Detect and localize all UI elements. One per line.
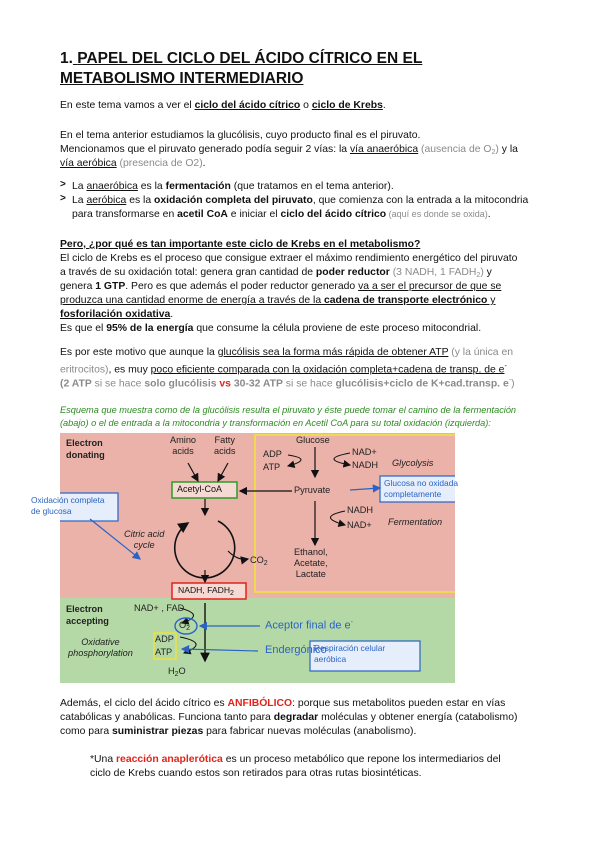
note-line-1: *Una reacción anaplerótica es un proceso metabólico que repone los intermediarios del: [90, 754, 501, 765]
para4-line-3: como para suministrar piezas para fabricar nuevas moléculas (anabolismo).: [60, 726, 417, 737]
note-complete-oxidation: Oxidación completa de glucosa: [31, 495, 105, 516]
bullet-marker-1: >: [60, 179, 66, 190]
bullet-1: La anaeróbica es la fermentación (que tratamos en el tema anterior).: [72, 181, 394, 192]
keyword-krebs-cycle: ciclo de Krebs: [311, 100, 383, 111]
note-glucose-not-oxidized: Glucosa no oxidada completamente: [384, 478, 459, 499]
label-atp-2: ATP: [155, 647, 173, 657]
label-nadh-2: NADH: [347, 505, 374, 515]
label-amino-acids: Amino acids: [170, 435, 197, 456]
figure-caption-line-1: Esquema que muestra como de la glucólisis resulta el piruvato y éste puede tomar el camino de la fermentación: [60, 405, 517, 415]
keyword-citric-acid-cycle: ciclo del ácido cítrico: [194, 100, 301, 111]
anaerobic-route: vía anaeróbica: [349, 144, 419, 155]
label-oxidative-phosphorylation: Oxidative phosphorylation: [68, 637, 133, 658]
bullet-2-line-1: La aeróbica es la oxidación completa del piruvato, que comienza con la entrada a la mitocondria: [72, 195, 529, 206]
label-fatty-acids: Fatty acids: [214, 435, 236, 456]
para3-line-2: eritrocitos), es muy poco eficiente comparada con la oxidación completa+cadena de transp. de e-: [60, 363, 507, 376]
para3-line-1: Es por este motivo que aunque la glucólisis sea la forma más rápida de obtener ATP (y la única en: [60, 347, 514, 358]
question-line-5: fosforilación oxidativa.: [60, 309, 174, 320]
para1-line-2: Mencionamos que el piruvato generado podía seguir 2 vías: la vía anaeróbica (ausencia de $O_2$) y la: [60, 144, 518, 156]
label-glycolysis: Glycolysis: [392, 458, 434, 468]
label-electron-accepting: Electron accepting: [66, 604, 109, 626]
para3-line-3: (2 ATP si se hace solo glucólisis vs 30-32 ATP si se hace glucólisis+ciclo de K+cad.transp. e-): [60, 377, 515, 390]
label-atp: ATP: [263, 462, 281, 472]
keyword-amphibolic: ANFIBÓLICO: [227, 698, 293, 709]
label-pyruvate: Pyruvate: [294, 485, 331, 495]
question-line-3: genera 1 GTP. Pero es que además el poder reductor generado va a ser el precursor de que se: [60, 281, 502, 292]
label-nad-fad: NAD+ , FAD: [134, 603, 185, 613]
note-endergonic: Endergónico: [265, 644, 327, 656]
label-nad-plus-2: NAD+: [347, 520, 372, 530]
label-h2o: $H_2O$: [168, 666, 186, 678]
aerobic-route: vía aeróbica: [60, 158, 117, 169]
label-nadh-fadh2: NADH, $FADH_2$: [178, 585, 234, 597]
label-nadh: NADH: [352, 460, 379, 470]
section-number: 1.: [60, 50, 73, 67]
label-adp: ADP: [263, 449, 282, 459]
section-title-text-1: PAPEL DEL CICLO DEL ÁCIDO CÍTRICO EN EL: [77, 50, 423, 67]
label-citric-acid-cycle: Citric acid cycle: [124, 529, 165, 550]
label-acetyl-coa: Acetyl-CoA: [177, 484, 223, 494]
keyword-anaplerotic: reacción anaplerótica: [116, 754, 223, 765]
label-adp-2: ADP: [155, 634, 174, 644]
metabolism-diagram: [31, 433, 459, 683]
figure-caption-line-2: (abajo) o el de entrada a la mitocondria y transformación en Acetil CoA para su total oxidación (izquierda):: [60, 418, 491, 428]
bullet-marker-2: >: [60, 193, 66, 204]
section-title-line-2: METABOLISMO INTERMEDIARIO: [60, 70, 304, 87]
question-line-6: Es que el 95% de la energía que consume la célula proviene de este proceso mitocondrial.: [60, 323, 482, 334]
label-nad-plus: NAD+: [352, 447, 377, 457]
question-heading: Pero, ¿por qué es tan importante este ciclo de Krebs en el metabolismo?: [60, 239, 421, 250]
label-co2: $CO_2$: [250, 555, 268, 567]
note-line-2: ciclo de Krebs cuando estos son retirados para otras rutas biosintéticas.: [90, 768, 422, 779]
note-final-electron-acceptor: Aceptor final de e-: [265, 619, 353, 632]
label-fermentation: Fermentation: [388, 517, 443, 527]
intro-paragraph: En este tema vamos a ver el ciclo del ácido cítrico o ciclo de Krebs.: [60, 100, 386, 111]
label-electron-donating: Electron donating: [66, 438, 105, 460]
section-title-line-1: [60, 50, 422, 68]
note-aerobic-respiration: Respiración celular aeróbica: [314, 643, 386, 664]
label-fermentation-products: Ethanol, Acetate, Lactate: [294, 547, 328, 579]
label-o2: $O_2$: [179, 620, 191, 632]
para4-line-2: catabólicas y anabólicas. Funciona tanto para degradar moléculas y obtener energía (catabolismo): [60, 712, 518, 723]
question-line-4: produzca una cantidad enorme de energía a través de la cadena de transporte electrónico y: [60, 295, 496, 306]
para1-line-3: vía aeróbica (presencia de O2).: [60, 158, 206, 169]
para1-line-1: En el tema anterior estudiamos la glucólisis, cuyo producto final es el piruvato.: [60, 130, 421, 141]
para4-line-1: Además, el ciclo del ácido cítrico es ANFIBÓLICO: porque sus metabolitos pueden estar en vías: [60, 698, 506, 709]
question-line-2: a través de su oxidación total: genera gran cantidad de poder reductor (3 NADH, 1 $FADH_2$) y: [60, 267, 492, 279]
question-line-1: El ciclo de Krebs es el proceso que consigue extraer el máximo rendimiento energético del piruvato: [60, 253, 518, 264]
label-glucose: Glucose: [296, 435, 330, 445]
bullet-2-line-2: para transformarse en acetil CoA e iniciar el ciclo del ácido cítrico (aquí es donde se oxida).: [72, 209, 491, 220]
